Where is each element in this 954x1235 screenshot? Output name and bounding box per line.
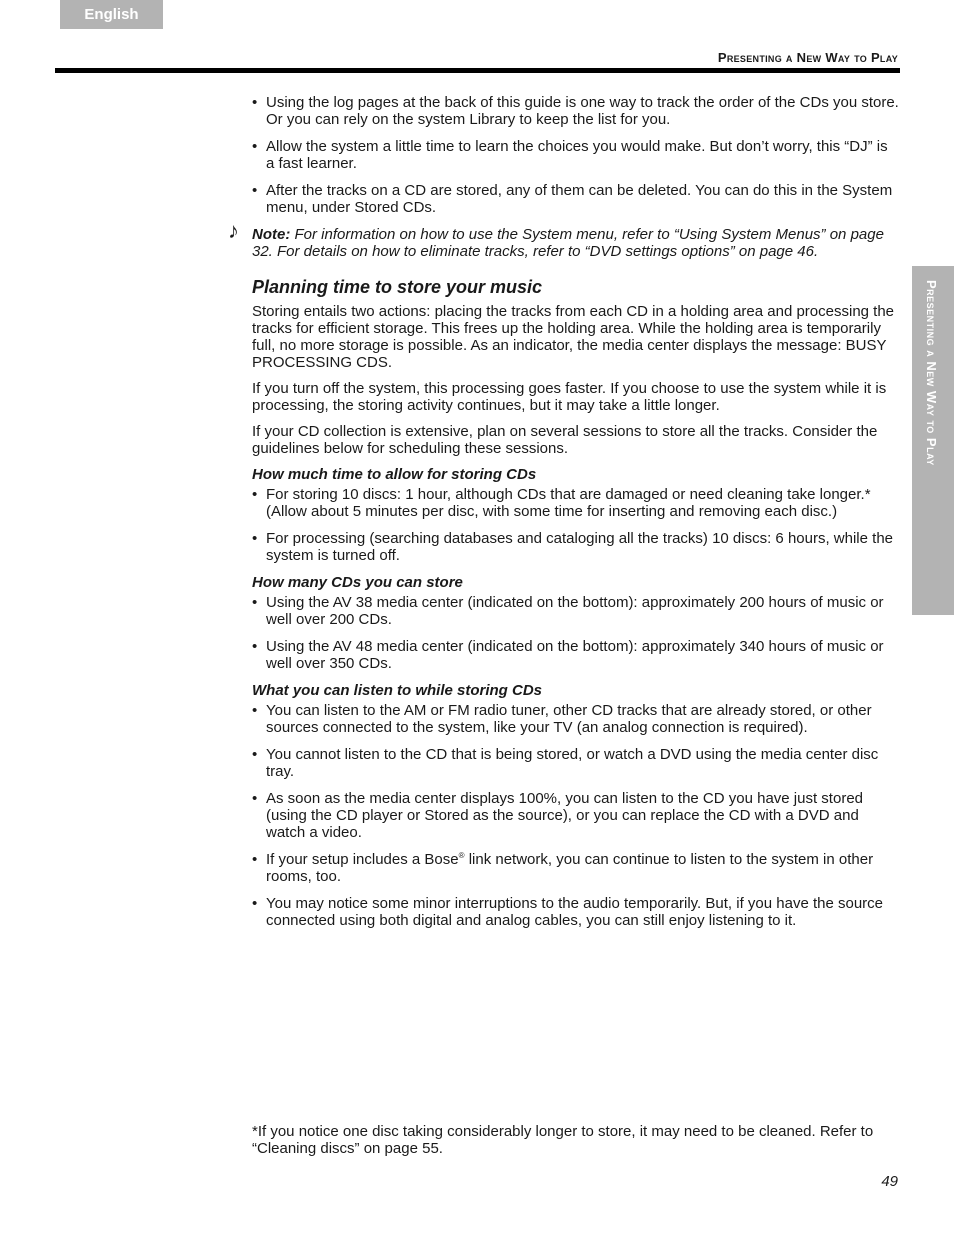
list-item: • Using the AV 38 media center (indicated on the bottom): approximately 200 hours of music or well over 200 CDs. [252,594,900,628]
header-rule [55,68,900,73]
note-text: For information on how to use the System menu, refer to “Using System Menus” on page 32. For details on how to eliminate tracks, refer to “DVD settings options” on page 46. [252,226,884,260]
list-item: • After the tracks on a CD are stored, any of them can be deleted. You can do this in the System menu, under Stored CDs. [252,182,900,216]
bose-text-after: link network, you can continue to listen to the system in other rooms, too. [266,851,874,885]
page-number: 49 [881,1173,898,1190]
section-title: Planning time to store your music [252,277,543,297]
note [228,218,900,260]
list-item: • You can listen to the AM or FM radio tuner, other CD tracks that are already stored, or other sources connected to the system, like your TV (an analog connection is required). [252,702,900,736]
capacity-heading: How many CDs you can store [252,574,463,591]
list-item: • As soon as the media center displays 100%, you can listen to the CD you have just stored (using the CD player or Stored as the source), or you can replace the CD with a DVD and watch a video. [252,790,900,841]
listen-bullet-list [252,702,900,929]
side-tab-label: Presenting a New Way to Play [924,280,939,466]
list-item: • You may notice some minor interruptions to the audio temporarily. But, if you have the source connected using both digital and analog cables, you can still enjoy listening to it. [252,895,900,929]
note-label: Note: [252,226,291,243]
list-item: • You cannot listen to the CD that is being stored, or watch a DVD using the media center disc tray. [252,746,900,780]
time-heading: How much time to allow for storing CDs [252,466,537,483]
list-item [252,851,900,885]
time-bullet-list [252,486,900,564]
registered-mark: ® [458,851,465,860]
running-head: Presenting a New Way to Play [717,50,898,65]
page-content [228,94,900,939]
list-item: • Allow the system a little time to learn the choices you would make. But don’t worry, this “DJ” is a fast learner. [252,138,900,172]
footnote: *If you notice one disc taking considerably longer to store, it may need to be cleaned. Refer to “Cleaning discs” on page 55. [252,1123,874,1157]
list-item: • For processing (searching databases and cataloging all the tracks) 10 discs: 6 hours, while the system is turned off. [252,530,900,564]
list-item: • For storing 10 discs: 1 hour, although CDs that are damaged or need cleaning take longer.* (Allow about 5 minutes per disc, with some time for inserting and removing each disc.) [252,486,900,520]
side-tab [912,266,954,615]
capacity-bullet-list [252,594,900,672]
list-item: • Using the log pages at the back of this guide is one way to track the order of the CDs you store. Or you can rely on the system Library to keep the list for you. [252,94,900,128]
list-item: • Using the AV 48 media center (indicated on the bottom): approximately 340 hours of music or well over 350 CDs. [252,638,900,672]
bose-text-before: If your setup includes a Bose [266,851,459,868]
intro-bullet-list [252,94,900,216]
music-note-icon: ♪ [228,218,239,243]
language-tab: English [60,0,163,29]
paragraph: If you turn off the system, this processing goes faster. If you choose to use the system while it is processing, the storing activity continues, but it may take a little longer. [252,380,887,414]
paragraph: Storing entails two actions: placing the tracks from each CD in a holding area and processing the tracks for efficient storage. This frees up the holding area. While the holding area is temporarily full, no more storage is possible. As an indicator, the media center displays the message: BUSY PROCESSING CDS. [252,303,895,371]
listen-heading: What you can listen to while storing CDs [252,682,543,699]
paragraph: If your CD collection is extensive, plan on several sessions to store all the tracks. Consider the guidelines below for scheduling these sessions. [252,423,878,457]
